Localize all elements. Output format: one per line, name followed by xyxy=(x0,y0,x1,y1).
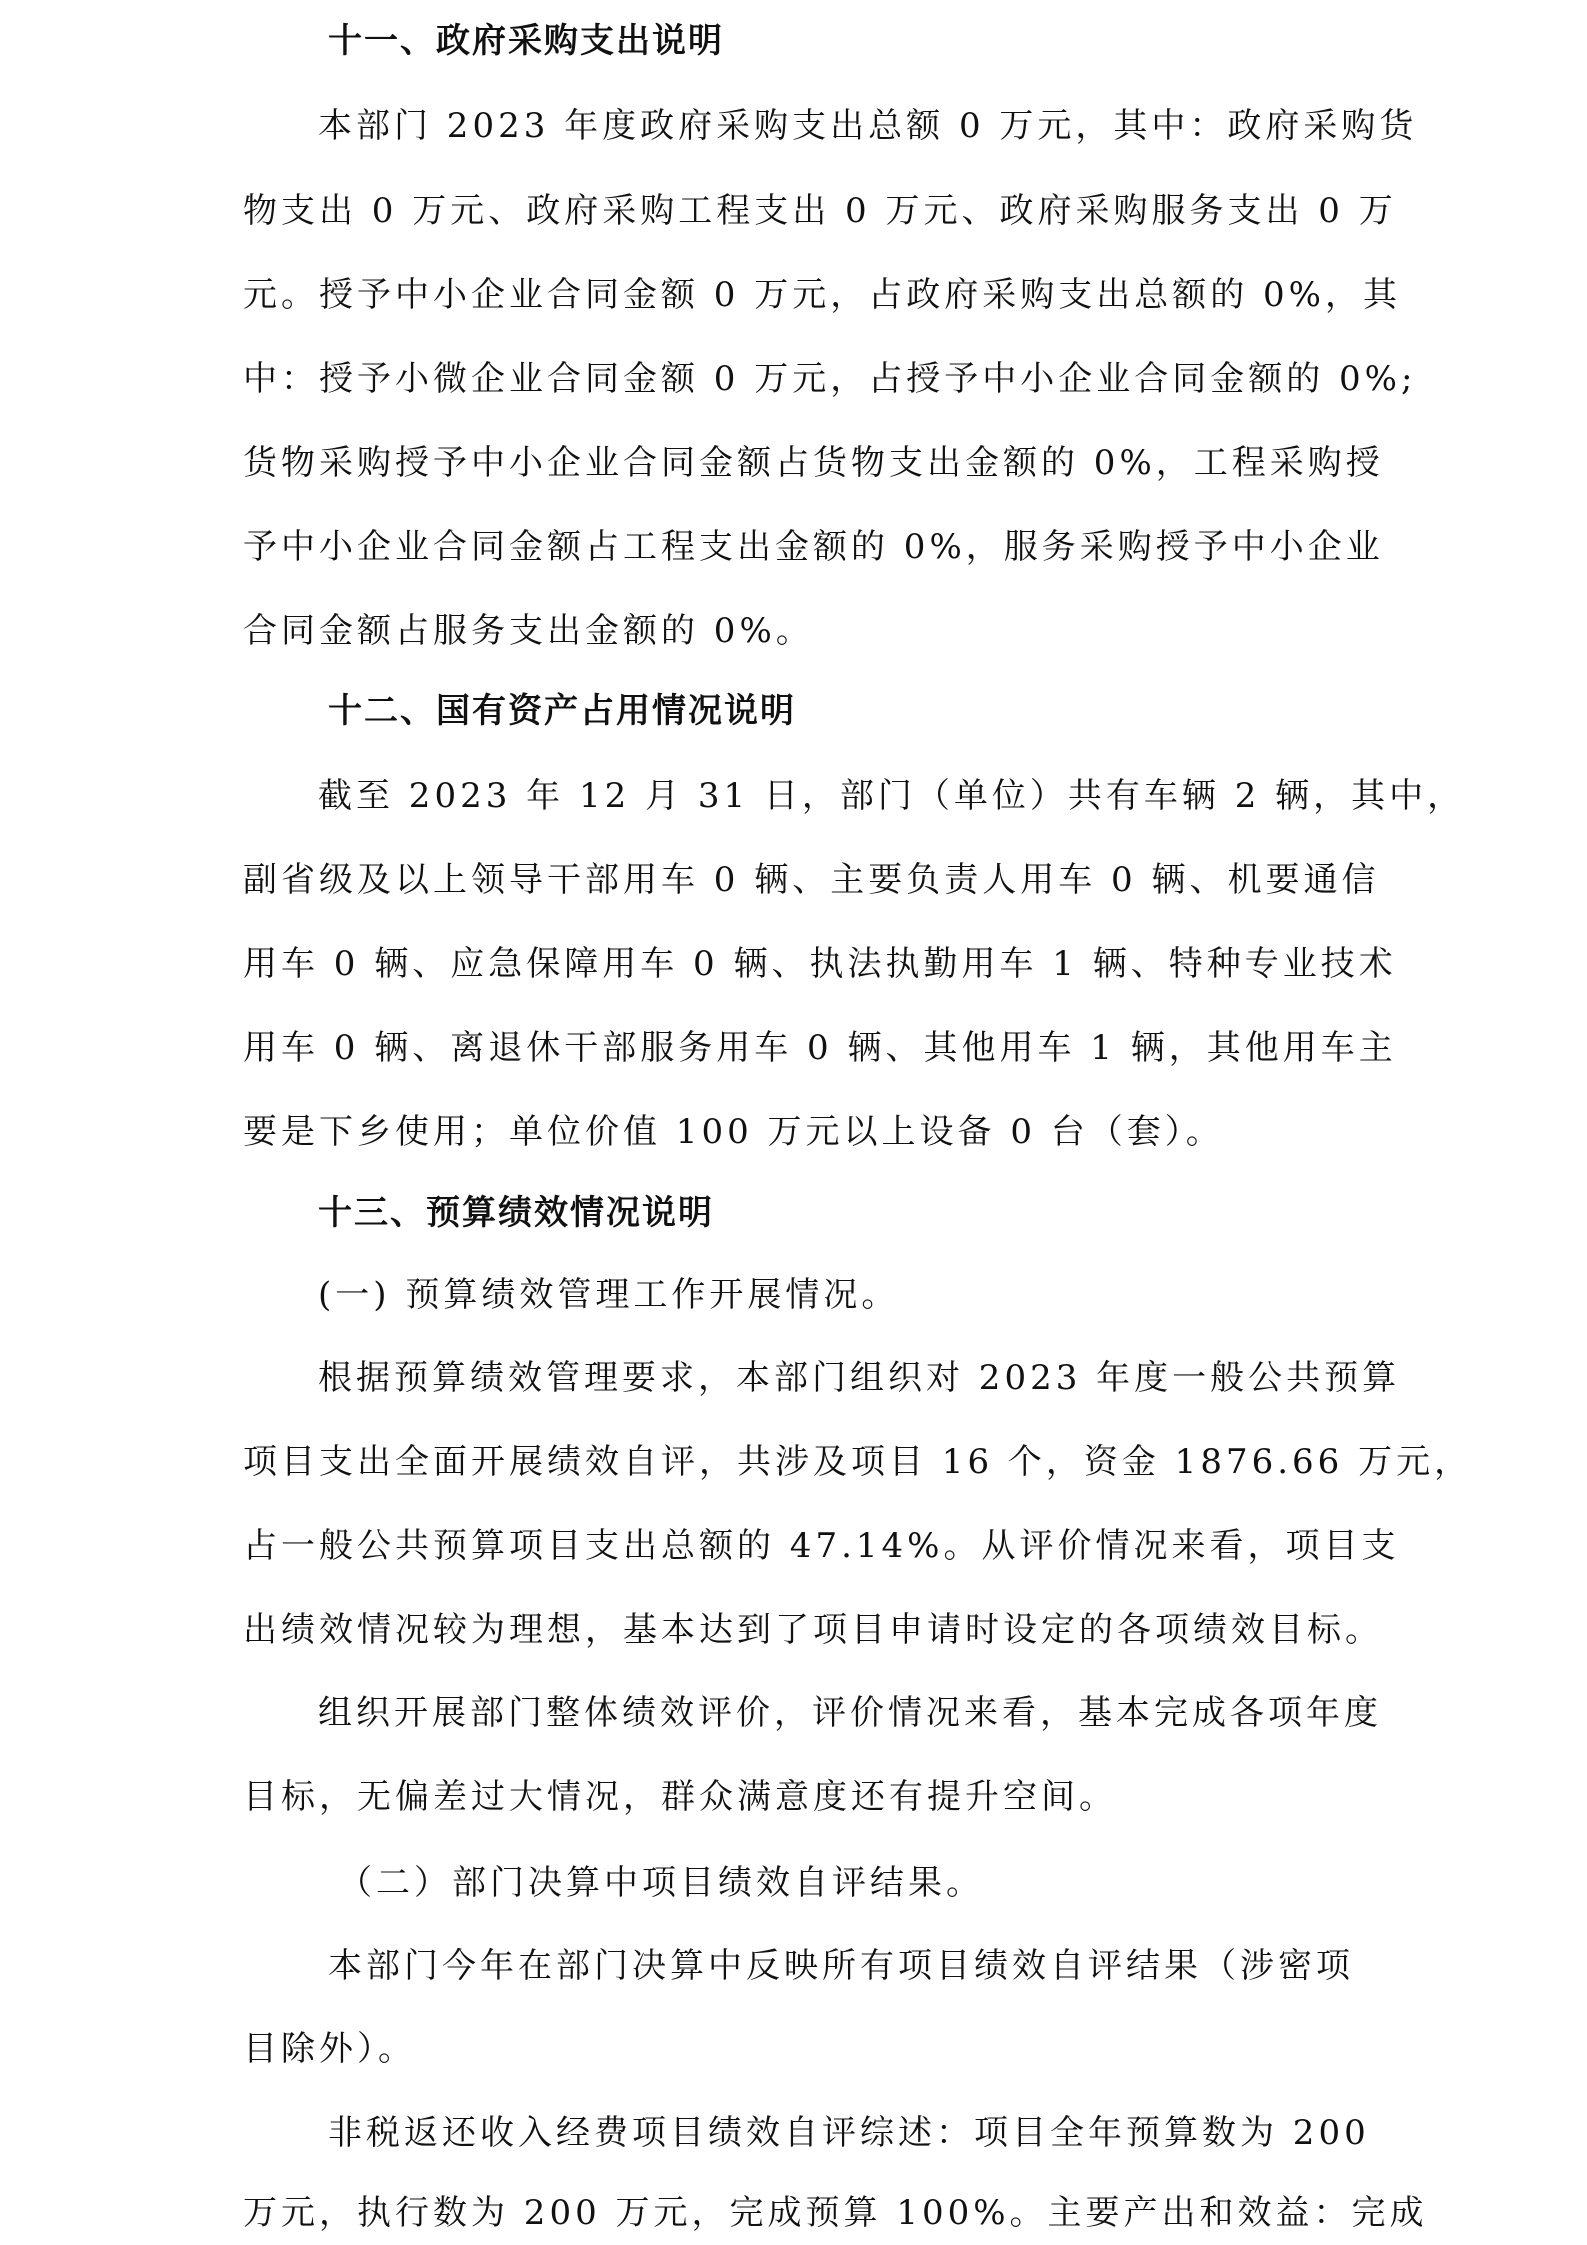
section-11-line-4: 中：授予小微企业合同金额 0 万元，占授予中小企业合同金额的 0%; xyxy=(243,359,1417,399)
section-13-subheading-1: (一) 预算绩效管理工作开展情况。 xyxy=(318,1275,900,1315)
section-13-para1-line-3: 占一般公共预算项目支出总额的 47.14%。从评价情况来看，项目支 xyxy=(243,1526,1400,1566)
section-13-para2-line-2: 目标，无偏差过大情况，群众满意度还有提升空间。 xyxy=(243,1777,1117,1817)
section-13-para4-line-1: 非税返还收入经费项目绩效自评综述：项目全年预算数为 200 xyxy=(328,2113,1370,2153)
section-11-line-6: 予中小企业合同金额占工程支出金额的 0%，服务采购授予中小企业 xyxy=(243,527,1384,567)
section-13-para1-line-4: 出绩效情况较为理想，基本达到了项目申请时设定的各项绩效目标。 xyxy=(243,1610,1383,1650)
section-12-line-3: 用车 0 辆、应急保障用车 0 辆、执法执勤用车 1 辆、特种专业技术 xyxy=(243,944,1397,984)
section-13-heading: 十三、预算绩效情况说明 xyxy=(318,1193,714,1233)
section-12-heading: 十二、国有资产占用情况说明 xyxy=(328,691,796,731)
section-11-line-7: 合同金额占服务支出金额的 0%。 xyxy=(243,611,814,651)
section-13-para2-line-1: 组织开展部门整体绩效评价，评价情况来看，基本完成各项年度 xyxy=(318,1693,1382,1733)
section-12-line-1: 截至 2023 年 12 月 31 日，部门（单位）共有车辆 2 辆，其中， xyxy=(318,776,1466,816)
section-11-line-1: 本部门 2023 年度政府采购支出总额 0 万元，其中：政府采购货 xyxy=(318,106,1418,146)
section-12-line-5: 要是下乡使用；单位价值 100 万元以上设备 0 台（套）。 xyxy=(243,1112,1224,1152)
section-13-para4-line-2: 万元，执行数为 200 万元，完成预算 100%。主要产出和效益：完成 xyxy=(243,2193,1428,2233)
section-11-line-5: 货物采购授予中小企业合同金额占货物支出金额的 0%，工程采购授 xyxy=(243,443,1384,483)
section-11-heading: 十一、政府采购支出说明 xyxy=(328,21,724,61)
section-13-para1-line-1: 根据预算绩效管理要求，本部门组织对 2023 年度一般公共预算 xyxy=(318,1358,1401,1398)
section-11-line-2: 物支出 0 万元、政府采购工程支出 0 万元、政府采购服务支出 0 万 xyxy=(243,191,1397,231)
section-13-para3-line-2: 目除外）。 xyxy=(243,2029,416,2069)
section-13-para3-line-1: 本部门今年在部门决算中反映所有项目绩效自评结果（涉密项 xyxy=(328,1946,1354,1986)
section-12-line-2: 副省级及以上领导干部用车 0 辆、主要负责人用车 0 辆、机要通信 xyxy=(243,860,1380,900)
section-13-para1-line-2: 项目支出全面开展绩效自评，共涉及项目 16 个，资金 1876.66 万元， xyxy=(243,1442,1473,1482)
section-12-line-4: 用车 0 辆、离退休干部服务用车 0 辆、其他用车 1 辆，其他用车主 xyxy=(243,1028,1397,1068)
section-13-subheading-2: （二）部门决算中项目绩效自评结果。 xyxy=(338,1863,984,1903)
section-11-line-3: 元。授予中小企业合同金额 0 万元，占政府采购支出总额的 0%，其 xyxy=(243,275,1401,315)
